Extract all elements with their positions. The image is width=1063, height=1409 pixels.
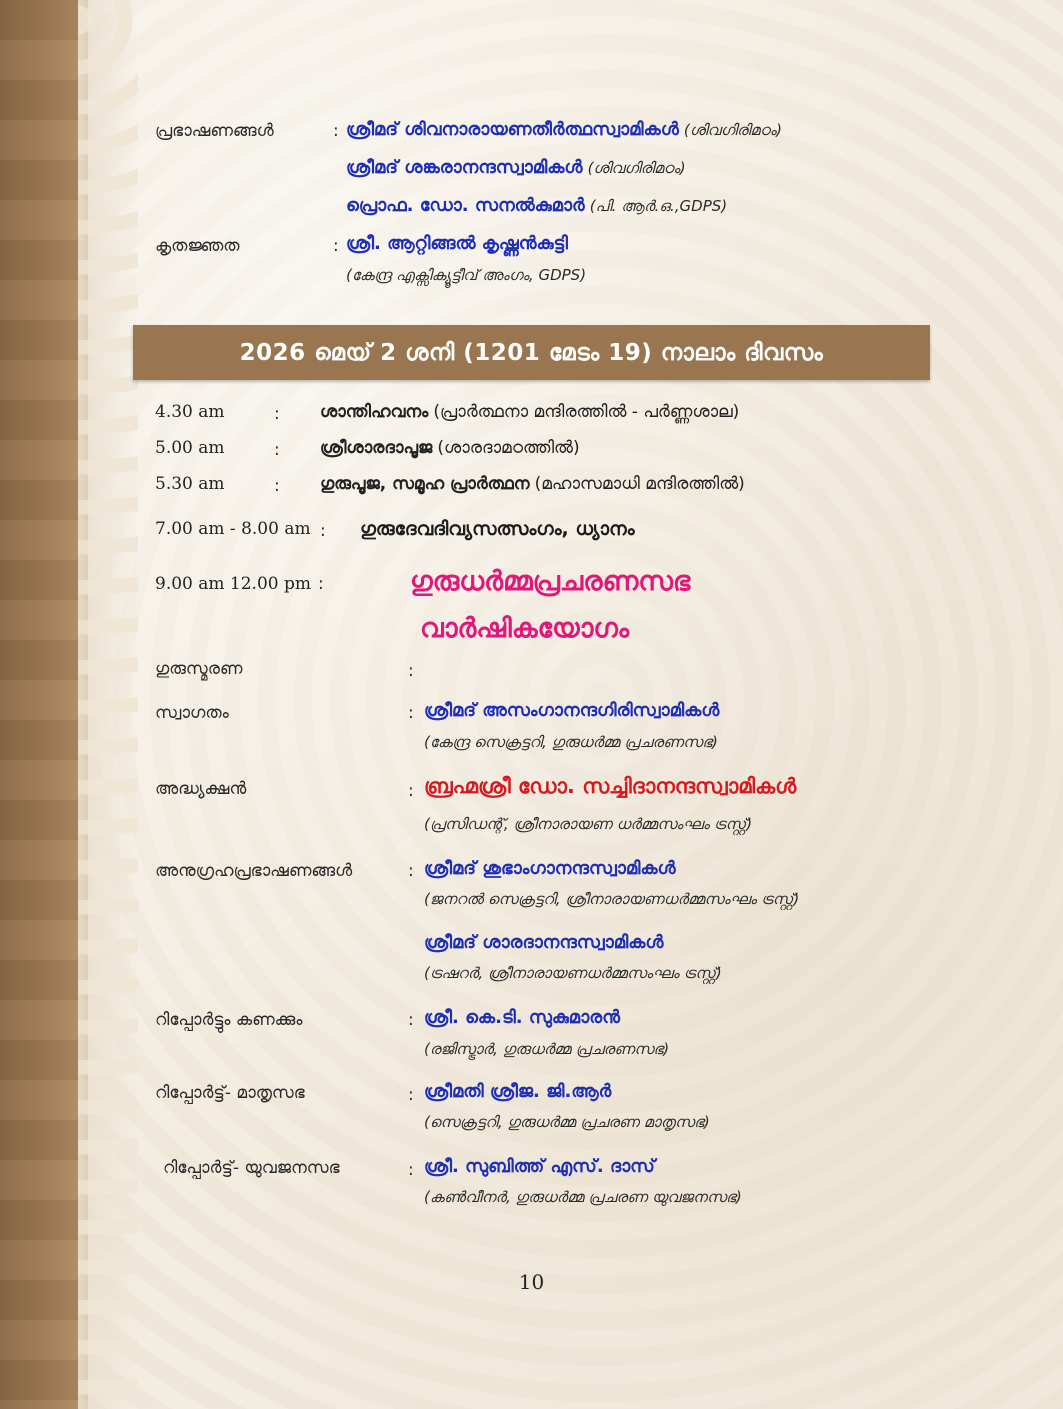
colon: : — [333, 236, 339, 256]
mathru-note: (സെക്രട്ടറി, ഗുരുധർമ്മ പ്രചരണ മാതൃസഭ) — [424, 1113, 710, 1131]
schedule-event — [320, 474, 745, 494]
schedule-event-detail: (ശാരദാമഠത്തിൽ) — [437, 438, 580, 458]
colon: : — [408, 1085, 414, 1105]
colon: : — [274, 440, 280, 460]
satsang-event: ഗുരുദേവദിവ്യസത്സംഗം, ധ്യാനം — [360, 518, 635, 540]
speaker-note: (ശിവഗിരിമഠം) — [683, 121, 782, 139]
schedule-event-detail: (പ്രാർത്ഥനാ മന്ദിരത്തിൽ - പർണ്ണശാല) — [433, 402, 740, 422]
colon: : — [333, 121, 339, 141]
speaker-line — [346, 157, 686, 178]
schedule-time: 5.00 am — [155, 438, 225, 458]
schedule-event-name: ശാന്തിഹവനം — [320, 402, 429, 422]
colon: : — [274, 404, 280, 424]
speaker-line — [346, 119, 782, 140]
schedule-event — [320, 402, 739, 422]
welcome-label: സ്വാഗതം — [155, 703, 229, 723]
schedule-event-detail: (മഹാസമാധി മന്ദിരത്തിൽ) — [534, 474, 745, 494]
thanks-name: ശ്രീ. ആറ്റിങ്ങൽ കൃഷ്ണൻകുട്ടി — [346, 233, 568, 254]
blessing-label: അനുഗ്രഹപ്രഭാഷണങ്ങൾ — [155, 861, 353, 881]
meeting-title: ഗുരുധർമ്മപ്രചരണസഭ — [410, 566, 691, 597]
blessing-name: ശ്രീമദ് ശാരദാനന്ദസ്വാമികൾ — [424, 932, 664, 953]
president-note: (പ്രസിഡന്റ്, ശ്രീനാരായണ ധർമ്മസംഘം ട്രസ്റ്റ്) — [424, 815, 753, 833]
speaker-note: (പി. ആർ.ഒ.,GDPS) — [589, 197, 728, 215]
speaker-line — [346, 195, 727, 216]
speeches-label: പ്രഭാഷണങ്ങൾ — [155, 121, 274, 141]
schedule-event-name: ഗുരുപൂജ, സമൂഹ പ്രാർത്ഥന — [320, 474, 530, 494]
speaker-note: (ശിവഗിരിമഠം) — [587, 159, 686, 177]
meeting-time: 9.00 am 12.00 pm — [155, 574, 311, 594]
mathru-name: ശ്രീമതി ശ്രീജ. ജി.ആർ — [424, 1081, 612, 1102]
youth-label: റിപ്പോർട്ട്- യുവജനസഭ — [163, 1158, 340, 1178]
schedule-time: 5.30 am — [155, 474, 225, 494]
page-number: 10 — [518, 1270, 545, 1294]
colon: : — [320, 521, 326, 541]
speaker-name: ശ്രീമദ് ശിവനാരായണതീർത്ഥസ്വാമികൾ — [346, 119, 679, 140]
thanks-note: (കേന്ദ്ര എക്സിക്യൂട്ടീവ് അംഗം, GDPS) — [346, 266, 587, 284]
schedule-event-name: ശ്രീശാരദാപൂജ — [320, 438, 433, 458]
report-name: ശ്രീ. കെ.ടി. സുകുമാരൻ — [424, 1007, 620, 1028]
blessing-name: ശ്രീമദ് ശുഭാംഗാനന്ദസ്വാമികൾ — [424, 858, 676, 879]
mathru-label: റിപ്പോർട്ട്- മാതൃസഭ — [155, 1083, 305, 1103]
colon: : — [408, 1010, 414, 1030]
youth-name: ശ്രീ. സുബിത്ത് എസ്. ദാസ് — [424, 1156, 655, 1177]
day-banner — [133, 325, 930, 380]
welcome-note: (കേന്ദ്ര സെക്രട്ടറി, ഗുരുധർമ്മ പ്രചരണസഭ) — [424, 733, 718, 751]
colon: : — [318, 574, 324, 594]
thanks-label: കൃതജ്ഞത — [155, 236, 240, 256]
colon: : — [408, 1160, 414, 1180]
youth-note: (കൺവീനർ, ഗുരുധർമ്മ പ്രചരണ യുവജനസഭ) — [424, 1188, 742, 1206]
schedule-time: 4.30 am — [155, 402, 225, 422]
colon: : — [408, 781, 414, 801]
colon: : — [274, 476, 280, 496]
president-name: ബ്രഹ്മശ്രീ ഡോ. സച്ചിദാനന്ദസ്വാമികൾ — [424, 774, 797, 798]
blessing-note: (ജനറൽ സെക്രട്ടറി, ശ്രീനാരായണധർമ്മസംഘം ട്രസ്റ്റ്) — [424, 890, 800, 908]
report-label: റിപ്പോർട്ടും കണക്കും — [155, 1010, 303, 1030]
welcome-name: ശ്രീമദ് അസംഗാനന്ദഗിരിസ്വാമികൾ — [424, 700, 720, 721]
satsang-time: 7.00 am - 8.00 am — [155, 519, 311, 539]
meeting-subtitle: വാർഷികയോഗം — [420, 613, 630, 644]
blessing-note: (ട്രഷറർ, ശ്രീനാരായണധർമ്മസംഘം ട്രസ്റ്റ്) — [424, 964, 722, 982]
colon: : — [408, 861, 414, 881]
day-banner-title: 2026 മെയ് 2 ശനി (1201 മേടം 19) നാലാം ദിവസം — [239, 339, 824, 366]
remembrance-label: ഗുരുസ്മരണ — [155, 659, 243, 679]
speaker-name: ശ്രീമദ് ശങ്കരാനന്ദസ്വാമികൾ — [346, 157, 583, 178]
colon: : — [408, 661, 414, 681]
colon: : — [408, 703, 414, 723]
speaker-name: പ്രൊഫ. ഡോ. സനൽകുമാർ — [346, 195, 585, 216]
president-label: അദ്ധ്യക്ഷൻ — [155, 779, 247, 799]
report-note: (രജിസ്ട്രാർ, ഗുരുധർമ്മ പ്രചരണസഭ) — [424, 1040, 670, 1058]
schedule-event — [320, 438, 580, 458]
